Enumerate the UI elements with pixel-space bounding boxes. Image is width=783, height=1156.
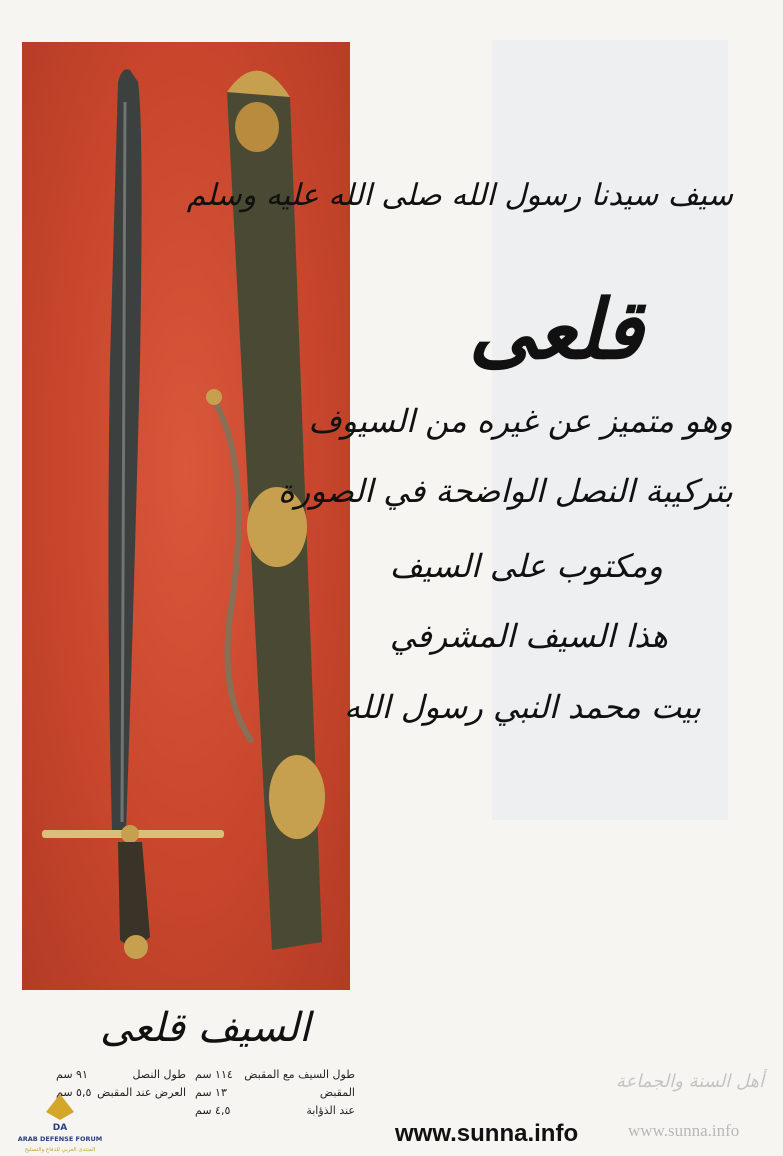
spec-label: العرض عند المقبض xyxy=(97,1086,186,1099)
watermark-url: www.sunna.info xyxy=(628,1121,740,1140)
spec-value: ١١٤ سم xyxy=(195,1068,233,1081)
signature-watermark xyxy=(605,1055,775,1105)
spec-value: ٤,٥ سم xyxy=(195,1104,231,1117)
spec-row xyxy=(195,1068,355,1086)
spec-row xyxy=(195,1086,355,1104)
sword-pommel xyxy=(124,935,148,959)
description-line: هذا السيف المشرفي xyxy=(389,617,668,655)
svg-text:أهل السنة والجماعة: أهل السنة والجماعة xyxy=(615,1071,765,1092)
spec-value: ١٣ سم xyxy=(195,1086,227,1099)
description-line: ومكتوب على السيف xyxy=(389,547,663,585)
spec-label: عند الذؤابة xyxy=(306,1104,355,1117)
spec-label: طول السيف مع المقبض xyxy=(244,1068,355,1081)
photo-caption: السيف قلعى xyxy=(100,1005,311,1051)
guard-center xyxy=(121,825,139,843)
svg-text:DA: DA xyxy=(52,1123,68,1133)
specs-right xyxy=(195,1068,355,1122)
spec-row xyxy=(195,1104,355,1122)
spec-value: ٥,٥ سم xyxy=(56,1086,92,1099)
arab-defense-forum-logo xyxy=(4,1090,116,1154)
sword-name-heading: قلعى xyxy=(468,282,643,378)
logo-emblem xyxy=(46,1094,74,1120)
title-line: سيف سيدنا رسول الله صلى الله عليه وسلم xyxy=(186,178,733,213)
website-url[interactable]: www.sunna.info xyxy=(395,1120,579,1147)
spec-label: طول النصل xyxy=(132,1068,186,1081)
description-line: بيت محمد النبي رسول الله xyxy=(344,688,701,726)
description-line: وهو متميز عن غيره من السيوف xyxy=(308,402,733,440)
sword-grip xyxy=(118,842,150,945)
description-line: بتركيبة النصل الواضحة في الصورة xyxy=(277,472,733,510)
scabbard-ornament-bottom xyxy=(269,755,325,839)
spec-value: ٩١ سم xyxy=(56,1068,88,1081)
svg-text:المنتدى العربي للدفاع والتسليح: المنتدى العربي للدفاع والتسليح xyxy=(24,1147,96,1153)
spec-label: المقبض xyxy=(319,1086,355,1099)
scabbard-ornament-top xyxy=(235,102,279,152)
spec-row xyxy=(56,1068,186,1086)
svg-text:ARAB DEFENSE FORUM: ARAB DEFENSE FORUM xyxy=(17,1135,103,1143)
strap-ornament xyxy=(206,389,222,405)
